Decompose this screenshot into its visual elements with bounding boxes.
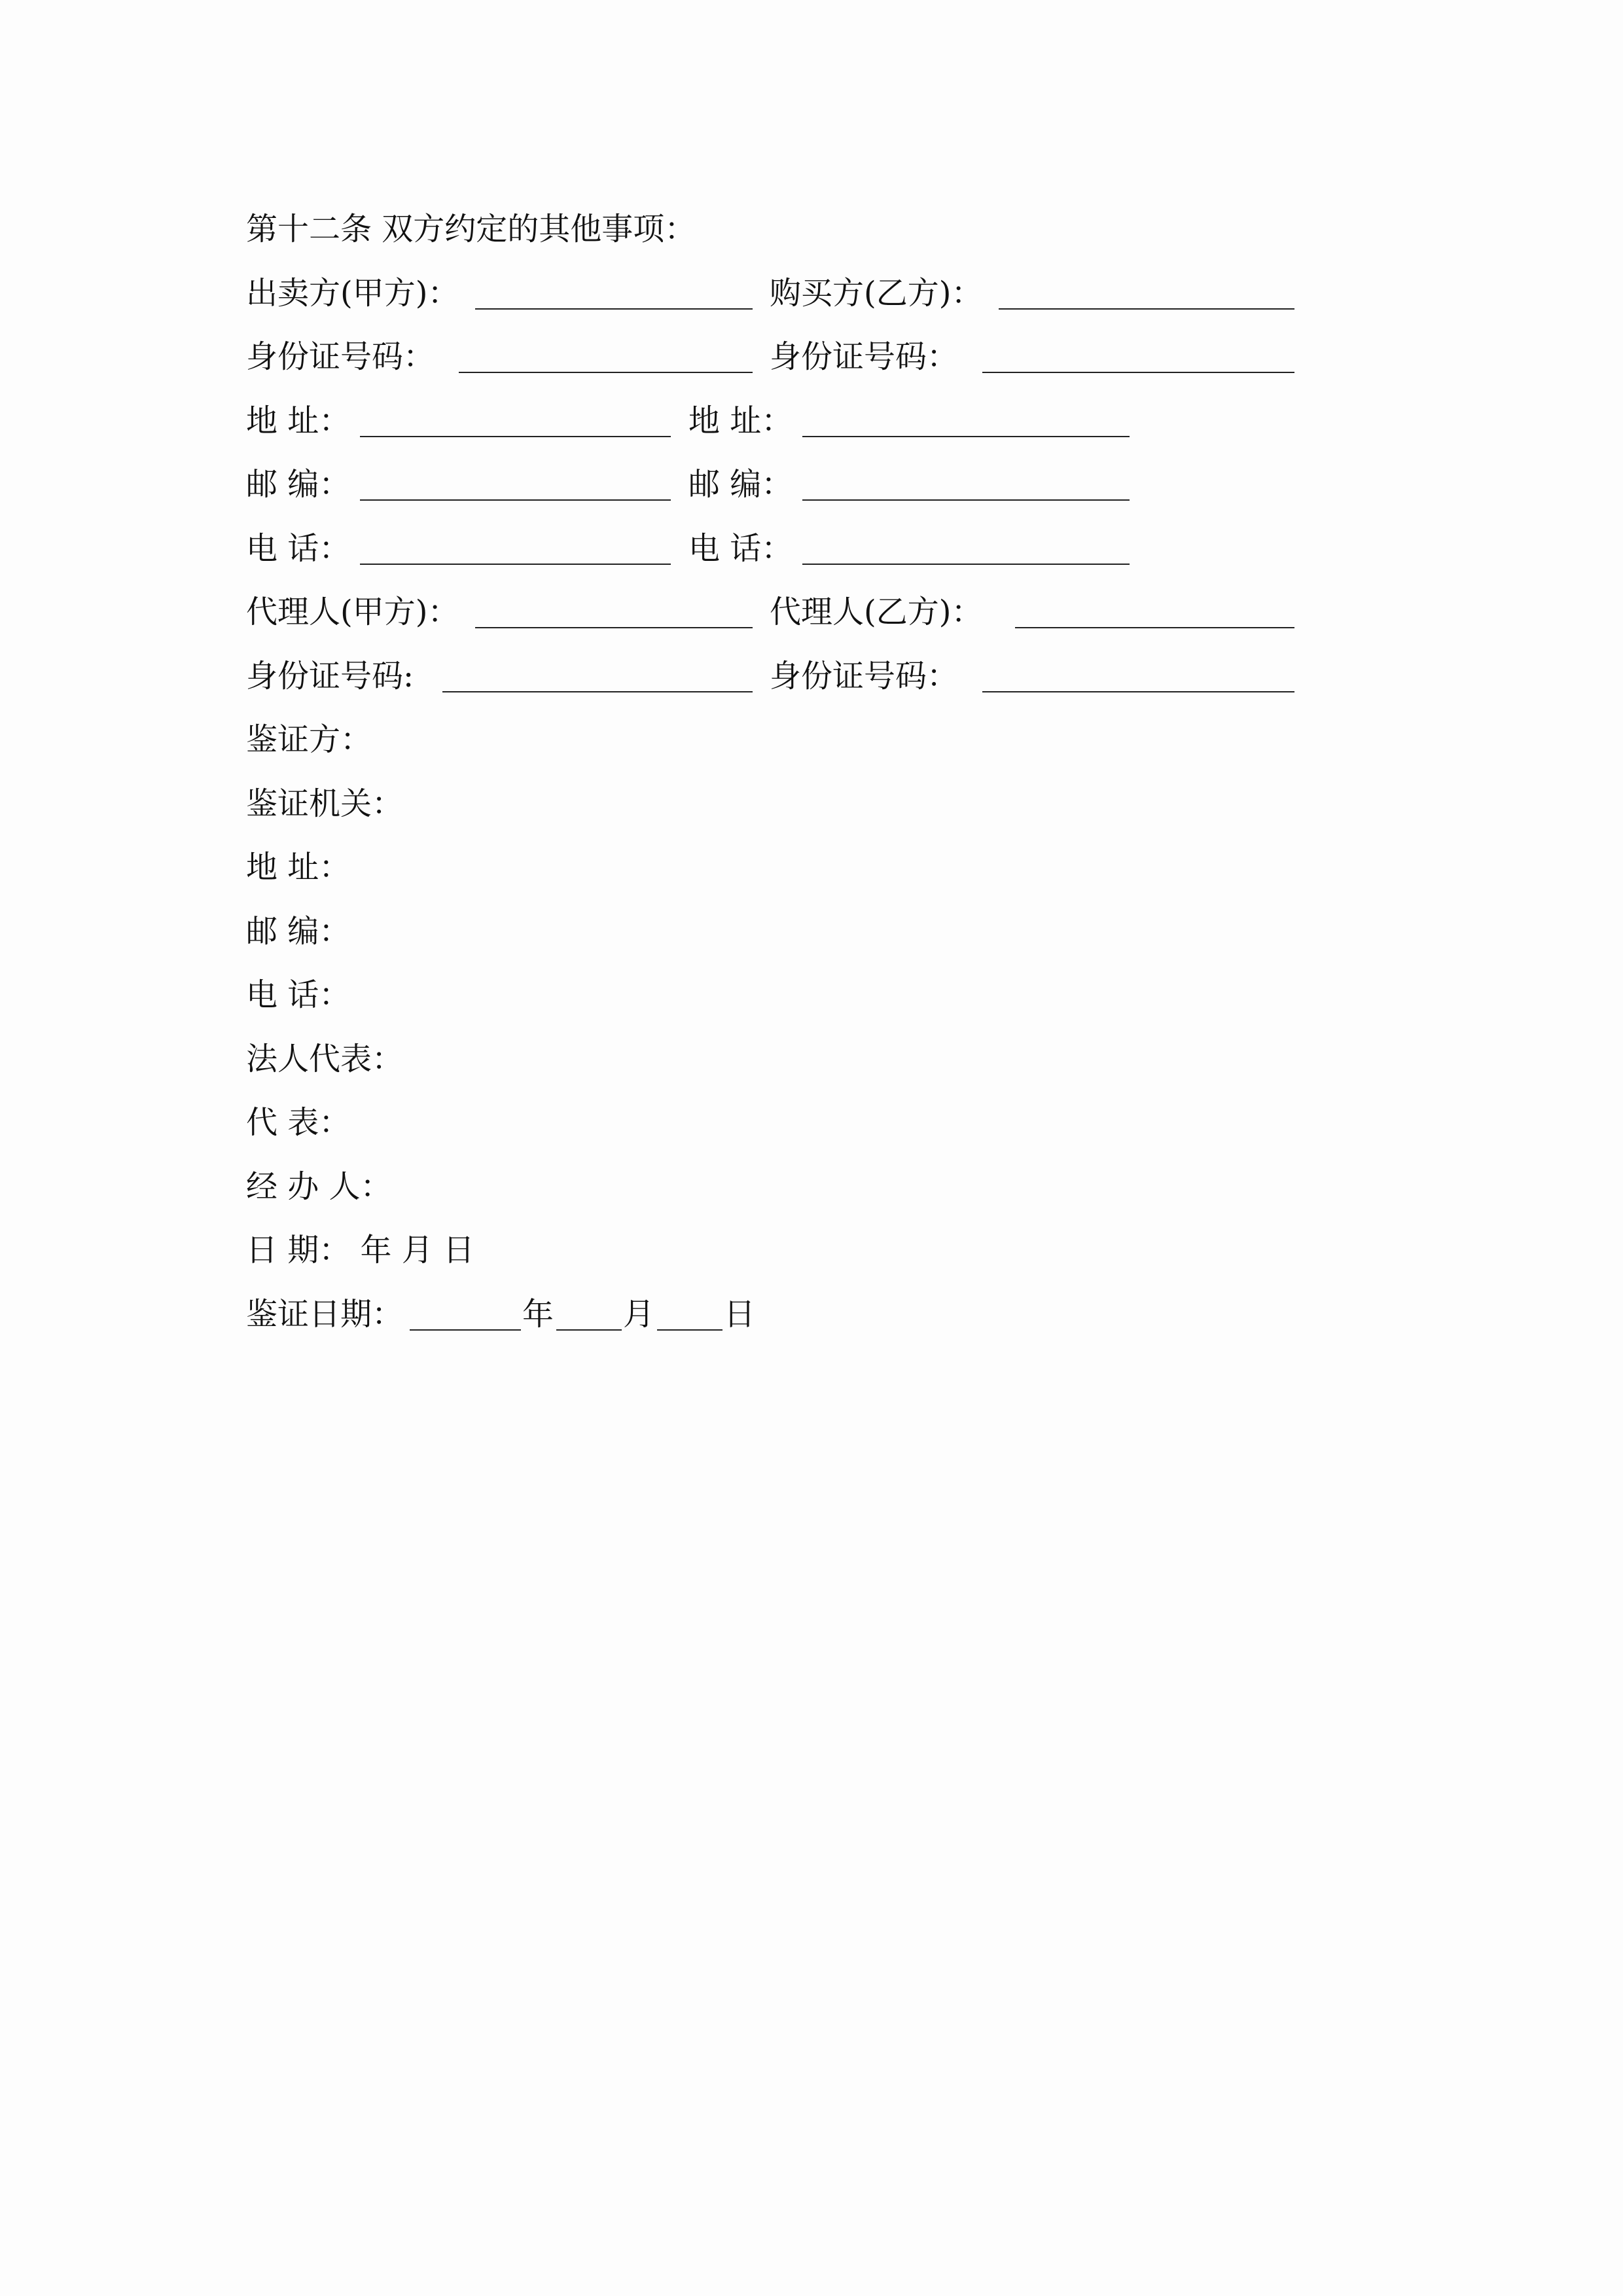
agent-b-blank[interactable] xyxy=(1015,627,1294,628)
notary-handler-label: 经 办 人： xyxy=(246,1168,392,1205)
agent-id-label-b: 身份证号码： xyxy=(770,658,959,694)
buyer-label: 购买方(乙方)： xyxy=(770,275,983,312)
phone-blank-a[interactable] xyxy=(360,564,671,565)
id-label-b: 身份证号码： xyxy=(770,338,959,375)
year-char: 年 xyxy=(522,1296,554,1333)
notary-address-label: 地 址： xyxy=(246,849,351,886)
notary-postcode-label: 邮 编： xyxy=(246,913,351,950)
postcode-blank-a[interactable] xyxy=(360,499,671,501)
notary-legal-rep-label: 法人代表： xyxy=(246,1041,404,1077)
day-char: 日 xyxy=(724,1296,756,1333)
notary-phone-label: 电 话： xyxy=(246,977,351,1013)
notarization-date-label: 鉴证日期： xyxy=(246,1296,404,1333)
postcode-blank-b[interactable] xyxy=(802,499,1130,501)
agent-b-label: 代理人(乙方)： xyxy=(770,594,983,630)
postcode-label-a: 邮 编： xyxy=(246,466,351,503)
phone-blank-b[interactable] xyxy=(802,564,1130,565)
agent-id-blank-a[interactable] xyxy=(442,691,753,692)
agent-a-blank[interactable] xyxy=(475,627,753,628)
id-label-a: 身份证号码： xyxy=(246,338,435,375)
address-label-a: 地 址： xyxy=(246,403,351,439)
notary-date-text: 日 期： 年 月 日 xyxy=(246,1232,475,1268)
id-blank-b[interactable] xyxy=(982,372,1294,373)
buyer-blank[interactable] xyxy=(999,308,1294,310)
id-blank-a[interactable] xyxy=(459,372,753,373)
seller-blank[interactable] xyxy=(475,308,753,310)
article-heading-text: 第十二条 双方约定的其他事项： xyxy=(246,211,696,247)
day-blank[interactable] xyxy=(657,1329,722,1331)
postcode-label-b: 邮 编： xyxy=(688,466,793,503)
month-char: 月 xyxy=(623,1296,655,1333)
phone-label-a: 电 话： xyxy=(246,530,351,567)
agent-id-blank-b[interactable] xyxy=(982,691,1294,692)
notary-rep-label: 代 表： xyxy=(246,1104,351,1141)
seller-label: 出卖方(甲方)： xyxy=(246,275,459,312)
notary-authority-label: 鉴证机关： xyxy=(246,785,404,822)
phone-label-b: 电 话： xyxy=(688,530,793,567)
agent-a-label: 代理人(甲方)： xyxy=(246,594,459,630)
month-blank[interactable] xyxy=(556,1329,622,1331)
address-blank-b[interactable] xyxy=(802,436,1130,437)
notary-party-label: 鉴证方： xyxy=(246,721,372,758)
agent-id-label-a: 身份证号码: xyxy=(246,658,414,694)
address-label-b: 地 址： xyxy=(688,403,793,439)
address-blank-a[interactable] xyxy=(360,436,671,437)
year-blank[interactable] xyxy=(410,1329,521,1331)
